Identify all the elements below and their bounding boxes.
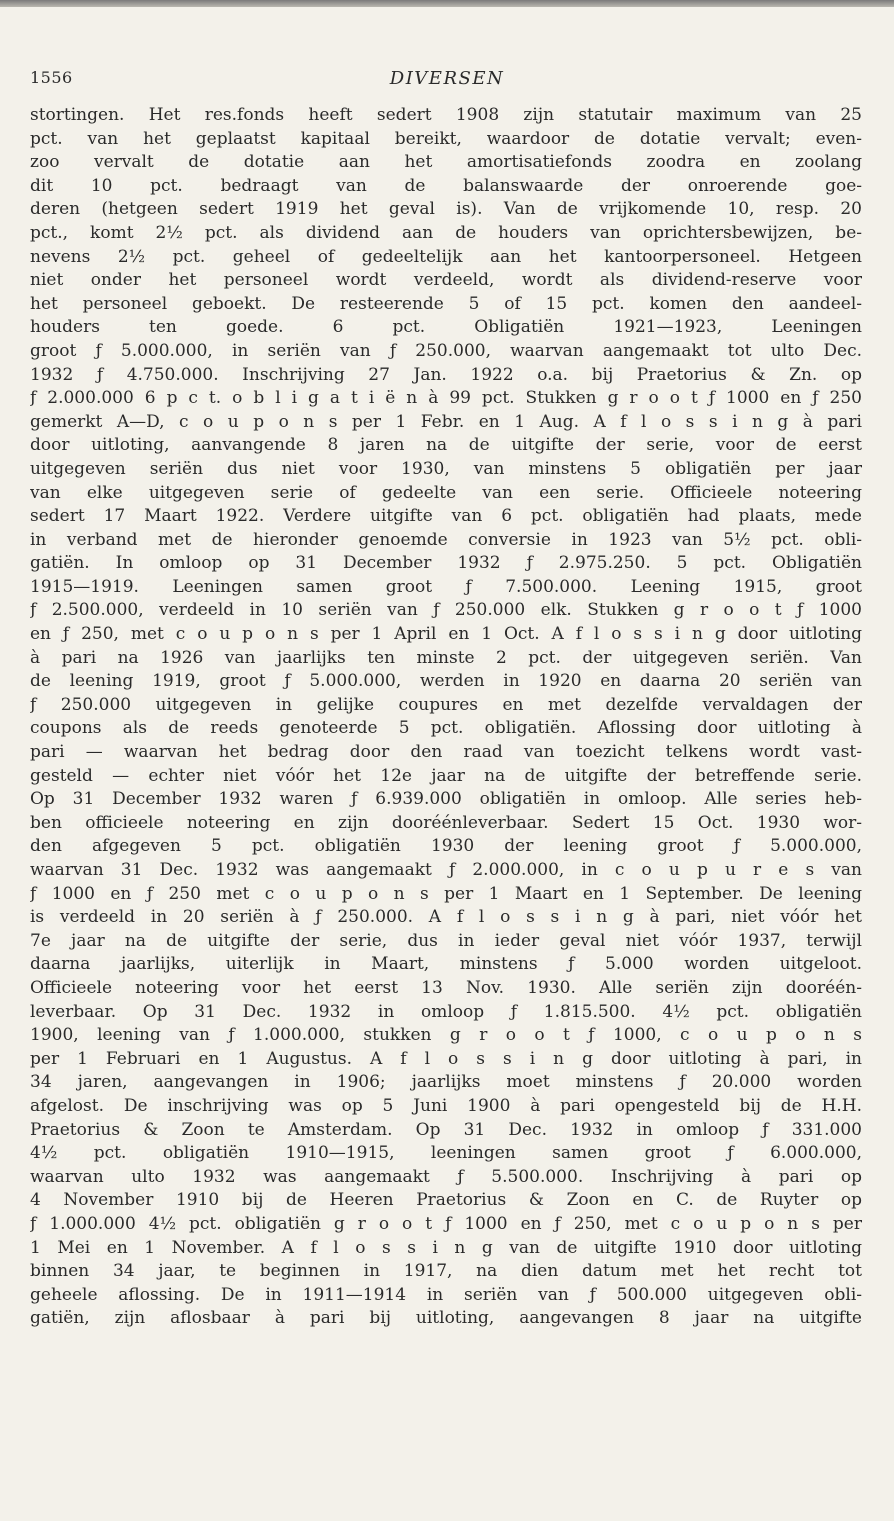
text-line: sedert 17 Maart 1922. Verdere uitgifte van 6 pct. obligatiën had plaats, mede	[30, 506, 862, 527]
text-line: in verband met de hieronder genoemde conversie in 1923 van 5½ pct. obli-	[30, 529, 862, 550]
text-line: 1900, leening van ƒ 1.000.000, stukken g r o o t ƒ 1000, c o u p o n s	[30, 1025, 862, 1046]
text-line: à pari na 1926 van jaarlijks ten minste 2 pct. der uitgegeven seriën. Van	[30, 647, 862, 668]
text-line: 4½ pct. obligatiën 1910—1915, leeningen samen groot ƒ 6.000.000,	[30, 1143, 862, 1164]
text-line: het personeel geboekt. De resteerende 5 of 15 pct. komen den aandeel-	[30, 293, 862, 314]
text-line: ƒ 250.000 uitgegeven in gelijke coupures en met dezelfde vervaldagen der	[30, 694, 862, 715]
text-line: is verdeeld in 20 seriën à ƒ 250.000. A f l o s s i n g à pari, niet vóór het	[30, 907, 862, 928]
text-line: geheele aflossing. De in 1911—1914 in seriën van ƒ 500.000 uitgegeven obli-	[30, 1284, 862, 1305]
text-line: gatiën, zijn aflosbaar à pari bij uitloting, aangevangen 8 jaar na uitgifte	[30, 1308, 862, 1329]
text-line: pari — waarvan het bedrag door den raad van toezicht telkens wordt vast-	[30, 742, 862, 763]
text-line: Officieele noteering voor het eerst 13 Nov. 1930. Alle seriën zijn dooréén-	[30, 977, 862, 998]
text-line: ƒ 1000 en ƒ 250 met c o u p o n s per 1 Maart en 1 September. De leening	[30, 883, 862, 904]
text-line: waarvan 31 Dec. 1932 was aangemaakt ƒ 2.000.000, in c o u p u r e s van	[30, 860, 862, 880]
text-line: daarna jaarlijks, uiterlijk in Maart, minstens ƒ 5.000 worden uitgeloot.	[30, 954, 862, 975]
text-line: zoo vervalt de dotatie aan het amortisatiefonds zoodra en zoolang	[30, 152, 862, 173]
text-line: Praetorius & Zoon te Amsterdam. Op 31 Dec. 1932 in omloop ƒ 331.000	[30, 1119, 862, 1140]
text-line: 34 jaren, aangevangen in 1906; jaarlijks moet minstens ƒ 20.000 worden	[30, 1072, 862, 1093]
text-line: ƒ 1.000.000 4½ pct. obligatiën g r o o t ƒ 1000 en ƒ 250, met c o u p o n s per	[30, 1213, 862, 1234]
scan-top-edge	[0, 0, 894, 7]
text-line: pct., komt 2½ pct. als dividend aan de houders van oprichtersbewijzen, be-	[30, 222, 862, 243]
text-line: door uitloting, aanvangende 8 jaren na de uitgifte der serie, voor de eerst	[30, 435, 862, 456]
text-line: niet onder het personeel wordt verdeeld, wordt als dividend-reserve voor	[30, 270, 862, 291]
text-line: gatiën. In omloop op 31 December 1932 ƒ 2.975.250. 5 pct. Obligatiën	[30, 553, 862, 574]
text-line: binnen 34 jaar, te beginnen in 1917, na dien datum met het recht tot	[30, 1261, 862, 1282]
text-line: Op 31 December 1932 waren ƒ 6.939.000 obligatiën in omloop. Alle series heb-	[30, 789, 862, 810]
running-title: DIVERSEN	[389, 68, 505, 89]
text-line: per 1 Februari en 1 Augustus. A f l o s s i n g door uitloting à pari, in	[30, 1048, 862, 1069]
text-line: pct. van het geplaatst kapitaal bereikt, waardoor de dotatie vervalt; even-	[30, 128, 862, 149]
text-line: stortingen. Het res.fonds heeft sedert 1908 zijn statutair maximum van 25	[30, 105, 862, 125]
page-header	[30, 68, 864, 92]
text-line: 1932 ƒ 4.750.000. Inschrijving 27 Jan. 1922 o.a. bij Praetorius & Zn. op	[30, 364, 862, 385]
text-line: leverbaar. Op 31 Dec. 1932 in omloop ƒ 1.815.500. 4½ pct. obligatiën	[30, 1001, 862, 1022]
text-line: ƒ 2.000.000 6 p c t. o b l i g a t i ë n à 99 pct. Stukken g r o o t ƒ 1000 en ƒ 250	[30, 388, 862, 409]
text-line: deren (hetgeen sedert 1919 het geval is). Van de vrijkomende 10, resp. 20	[30, 199, 862, 220]
text-line: 7e jaar na de uitgifte der serie, dus in ieder geval niet vóór 1937, terwijl	[30, 930, 862, 951]
text-line: van elke uitgegeven serie of gedeelte van een serie. Officieele noteering	[30, 482, 862, 503]
text-line: 4 November 1910 bij de Heeren Praetorius & Zoon en C. de Ruyter op	[30, 1190, 862, 1211]
text-line: 1 Mei en 1 November. A f l o s s i n g van de uitgifte 1910 door uitloting	[30, 1237, 862, 1258]
text-line: 1915—1919. Leeningen samen groot ƒ 7.500.000. Leening 1915, groot	[30, 576, 862, 597]
text-line: groot ƒ 5.000.000, in seriën van ƒ 250.000, waarvan aangemaakt tot ulto Dec.	[30, 340, 862, 361]
text-line: gesteld — echter niet vóór het 12e jaar na de uitgifte der betreffende serie.	[30, 765, 862, 786]
text-line: den afgegeven 5 pct. obligatiën 1930 der leening groot ƒ 5.000.000,	[30, 836, 862, 857]
text-line: ben officieele noteering en zijn dooréénleverbaar. Sedert 15 Oct. 1930 wor-	[30, 812, 862, 833]
text-line: afgelost. De inschrijving was op 5 Juni 1900 à pari opengesteld bij de H.H.	[30, 1095, 862, 1116]
text-line: dit 10 pct. bedraagt van de balanswaarde der onroerende goe-	[30, 175, 862, 196]
text-line: houders ten goede. 6 pct. Obligatiën 1921—1923, Leeningen	[30, 317, 862, 338]
page-number: 1556	[30, 68, 73, 87]
text-line: coupons als de reeds genoteerde 5 pct. obligatiën. Aflossing door uitloting à	[30, 718, 862, 739]
text-line: uitgegeven seriën dus niet voor 1930, van minstens 5 obligatiën per jaar	[30, 458, 862, 479]
text-line: en ƒ 250, met c o u p o n s per 1 April en 1 Oct. A f l o s s i n g door uitloting	[30, 624, 862, 645]
text-line: de leening 1919, groot ƒ 5.000.000, werden in 1920 en daarna 20 seriën van	[30, 671, 862, 692]
text-line: ƒ 2.500.000, verdeeld in 10 seriën van ƒ 250.000 elk. Stukken g r o o t ƒ 1000	[30, 600, 862, 621]
text-line: gemerkt A—D, c o u p o n s per 1 Febr. en 1 Aug. A f l o s s i n g à pari	[30, 411, 862, 432]
text-line: waarvan ulto 1932 was aangemaakt ƒ 5.500.000. Inschrijving à pari op	[30, 1166, 862, 1187]
body-text	[30, 104, 862, 1331]
text-line: nevens 2½ pct. geheel of gedeeltelijk aan het kantoorpersoneel. Hetgeen	[30, 246, 862, 267]
